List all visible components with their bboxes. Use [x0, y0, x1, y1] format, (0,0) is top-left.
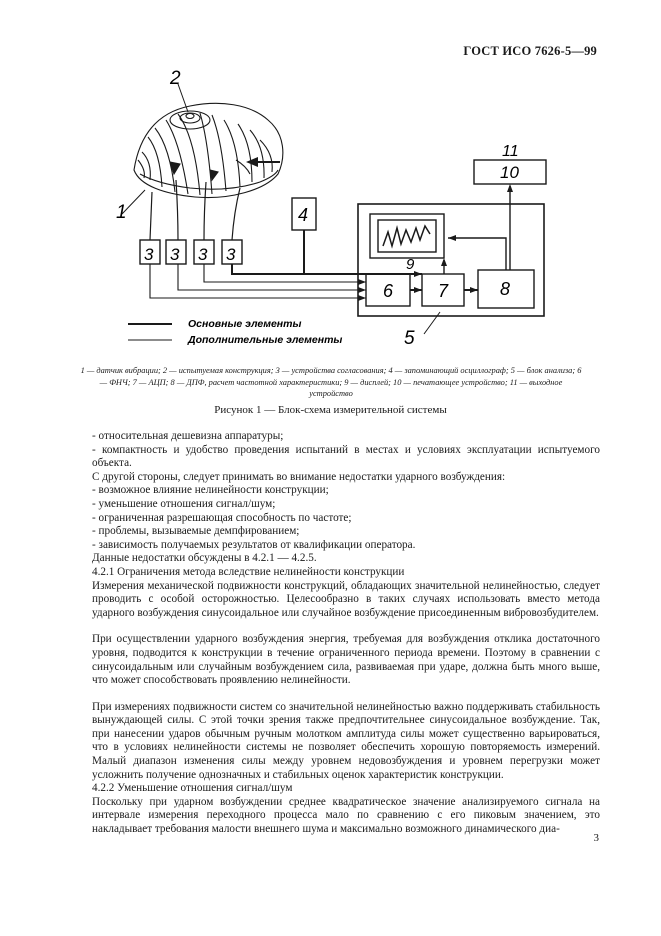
legend-main: Основные элементы	[188, 318, 302, 330]
section-heading: 4.2.1 Ограничения метода вследствие нелинейности конструкции	[92, 565, 405, 578]
paragraph: - ограниченная разрешающая способность по частоте;	[92, 511, 352, 524]
label-10: 10	[500, 163, 519, 182]
svg-text:1: 1	[116, 202, 127, 223]
label-3a: 3	[144, 245, 154, 264]
label-3b: 3	[170, 245, 180, 264]
paragraph: При осуществлении ударного возбуждения энергия, требуемая для возбуждения отклика достаточного уровня, подводится к конструкции в течение ограниченного периода времени. Поэтому в сравнении с синусоидальным или случайным возбуждением сила, развиваемая при ударе, должна быть много выше, что может способствовать проявлению нелинейности.	[92, 633, 600, 687]
label-11: 11	[502, 143, 519, 160]
label-4: 4	[298, 205, 309, 225]
paragraph: При измерениях подвижности систем со значительной нелинейностью важно поддерживать стабильность вынуждающей силы. С этой точки зрения также предпочтительнее синусоидальное возбуждение. Так, при нанесении ударов обычным ручным молотком амплитуда силы может существенно варьироваться, что в условиях нелинейности системы не позволяет обеспечить хорошую повторяемость измерений. Малый диапазон изменения силы между уровнем недовозбуждения и уровнем перегрузки может усложнить получение однозначных и стабильных оценок характеристик конструкции.	[92, 700, 600, 781]
callout-1	[116, 190, 145, 223]
test-structure-wheel	[134, 103, 283, 197]
label-9: 9	[406, 256, 415, 273]
legend	[128, 318, 342, 346]
label-3c: 3	[198, 245, 208, 264]
paragraph: - проблемы, вызываемые демпфированием;	[92, 525, 300, 538]
figure-title: Рисунок 1 — Блок-схема измерительной системы	[214, 404, 447, 416]
label-5: 5	[404, 328, 415, 349]
paragraph: - уменьшение отношения сигнал/шум;	[92, 497, 276, 510]
paragraph: - компактность и удобство проведения испытаний в местах и условиях эксплуатации испытуемого объекта.	[92, 443, 600, 470]
paragraph: - относительная дешевизна аппаратуры;	[92, 430, 284, 442]
body-text	[92, 430, 600, 837]
waveform	[383, 226, 430, 246]
section-heading: 4.2.2 Уменьшение отношения сигнал/шум	[92, 782, 293, 795]
legend-extra: Дополнительные элементы	[188, 334, 343, 346]
figure-legend-text: 1 — датчик вибрации; 2 — испытуемая конструкция; 3 — устройства согласования; 4 — запоминающий осциллограф; 5 — блок анализа; 6 — ФНЧ; 7 — АЦП; 8 — ДПФ, расчет частотной характеристики; 9 — дисплей; 10 — печатающее устройство; 11 — выходное устройство	[80, 366, 582, 398]
callout-2	[169, 68, 188, 112]
standard-header: ГОСТ ИСО 7626-5—99	[463, 44, 597, 58]
page-number: 3	[593, 832, 599, 844]
paragraph: Данные недостатки обсуждены в 4.2.1 — 4.2.5.	[92, 552, 317, 565]
block-diagram	[100, 62, 560, 358]
paragraph: - возможное влияние нелинейности конструкции;	[92, 484, 329, 497]
label-7: 7	[438, 281, 449, 301]
paragraph: С другой стороны, следует принимать во внимание недостатки ударного возбуждения:	[92, 470, 506, 483]
svg-text:2: 2	[170, 68, 181, 89]
paragraph: - зависимость получаемых результатов от квалификации оператора.	[92, 538, 416, 551]
label-6: 6	[383, 281, 394, 301]
label-8: 8	[500, 279, 511, 299]
paragraph: Измерения механической подвижности конструкций, обладающих значительной нелинейностью, следует проводить с особой осторожностью. Целесообразно в таких случаях использовать вместо метода ударного возбуждения синусоидальное или случайное возбуждение присоединенным вибровозбудителем.	[92, 579, 600, 619]
label-3d: 3	[226, 245, 236, 264]
paragraph: Поскольку при ударном возбуждении среднее квадратическое значение анализируемого сигнала на интервале измерения переходного процесса мало по сравнению с его пиковым значением, это накладывает требования малости внешнего шума и максимально возможного динамического диа-	[92, 795, 600, 836]
